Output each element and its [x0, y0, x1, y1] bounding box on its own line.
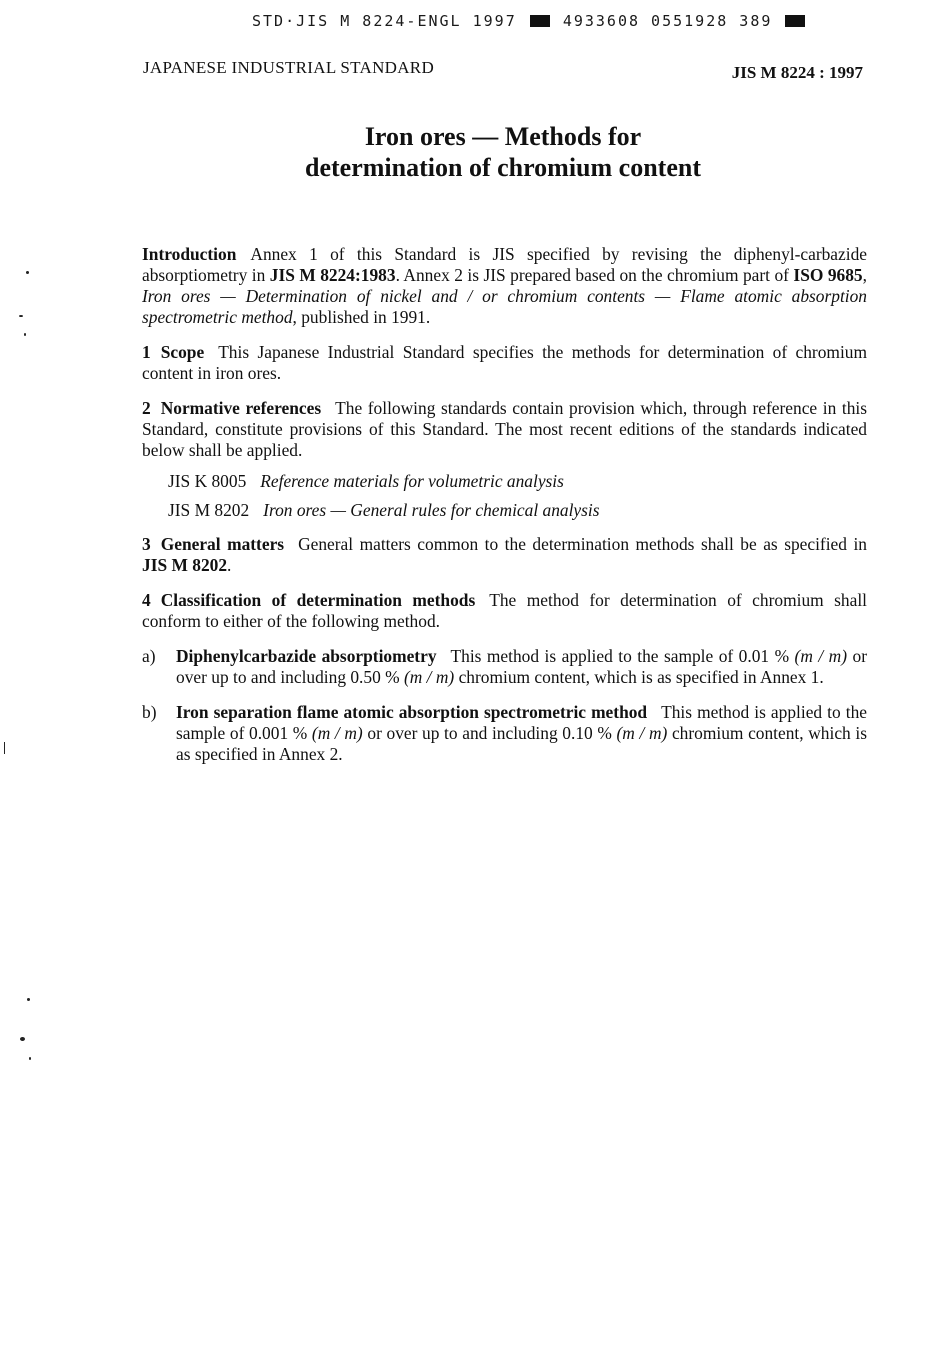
general-heading: General matters [160, 534, 285, 554]
scan-speck [29, 1057, 31, 1060]
classification-section [142, 590, 867, 632]
item-label: b) [142, 702, 157, 722]
reference-title: Reference materials for volumetric analysis [260, 471, 564, 491]
iso-title: Iron ores — Determination of nickel and / or chromium contents — Flame atomic absorption spectrometric method [142, 286, 867, 327]
scan-speck [26, 271, 29, 274]
title-line-2: determination of chromium content [305, 153, 701, 182]
unit-mm: (m / m) [794, 646, 848, 666]
normative-number: 2 [142, 398, 151, 418]
classification-item-b [142, 702, 867, 765]
header-standard-label: JAPANESE INDUSTRIAL STANDARD [143, 58, 435, 77]
item-heading: Diphenylcarbazide absorptiometry [176, 646, 437, 666]
title-line-1: Iron ores — Methods for [364, 122, 642, 151]
item-text: This method is applied to the sample of 0.01 % [450, 646, 790, 666]
unit-mm: (m / m) [403, 667, 455, 687]
page-title [0, 121, 950, 183]
item-text: or over up to and including 0.10 % [367, 723, 612, 743]
general-matters-section [142, 534, 867, 576]
reference-jis-m-8224-1983: JIS M 8224:1983 [269, 265, 396, 285]
introduction-heading: Introduction [142, 244, 237, 264]
scan-speck [24, 333, 26, 336]
reference-list [168, 471, 867, 521]
reference-code: JIS K 8005 [168, 471, 247, 491]
normative-heading: Normative references [160, 398, 322, 418]
introduction-text-4: , published in 1991. [292, 307, 431, 327]
stamp-bar-2 [785, 15, 805, 27]
introduction-text: Annex 1 of this Standard is JIS specified by revising the diphenyl-carbazide absorptiometry in [142, 244, 867, 285]
normative-references-section [142, 398, 867, 461]
stamp-bar-1 [530, 15, 550, 27]
item-heading: Iron separation flame atomic absorption spectrometric method [176, 702, 648, 722]
introduction-text-2: . Annex 2 is JIS prepared based on the chromium part of [395, 265, 789, 285]
scope-section [142, 342, 867, 384]
classification-number: 4 [142, 590, 151, 610]
scan-speck [19, 315, 23, 317]
header-standard-number: JIS M 8224 : 1997 [731, 63, 863, 82]
classification-heading: Classification of determination methods [160, 590, 476, 610]
general-end: . [227, 555, 232, 575]
item-label: a) [142, 646, 156, 666]
item-text: chromium content, which is as specified in Annex 2. [176, 723, 867, 764]
unit-mm: (m / m) [311, 723, 363, 743]
reference-item [168, 500, 867, 521]
document-body [142, 244, 867, 779]
reference-code: JIS M 8202 [168, 500, 250, 520]
stamp-left-text: STD·JIS M 8224-ENGL 1997 [252, 12, 517, 30]
scope-heading: Scope [160, 342, 205, 362]
scope-text: This Japanese Industrial Standard specifies the methods for determination of chromium content in iron ores. [142, 342, 867, 383]
general-text: General matters common to the determination methods shall be as specified in [298, 534, 867, 554]
classification-item-a [142, 646, 867, 688]
reference-iso-9685: ISO 9685 [793, 265, 863, 285]
item-body [176, 646, 867, 688]
item-text: This method is applied to the sample of 0.001 % [176, 702, 867, 743]
classification-text: The method for determination of chromium shall conform to either of the following method. [142, 590, 867, 631]
introduction-text-3: , [862, 265, 867, 285]
scan-speck [4, 742, 5, 754]
scan-speck [20, 1037, 25, 1041]
introduction-paragraph [142, 244, 867, 328]
item-text: chromium content, which is as specified in Annex 1. [458, 667, 824, 687]
unit-mm: (m / m) [616, 723, 668, 743]
item-body [176, 702, 867, 765]
document-stamp [252, 12, 852, 30]
reference-jis-m-8202: JIS M 8202 [142, 555, 228, 575]
reference-title: Iron ores — General rules for chemical analysis [263, 500, 600, 520]
scope-number: 1 [142, 342, 151, 362]
item-text: or over up to and including 0.50 % [176, 646, 868, 687]
reference-item [168, 471, 867, 492]
general-number: 3 [142, 534, 151, 554]
normative-text: The following standards contain provision which, through reference in this Standard, constitute provisions of this Standard. The most recent editions of the standards indicated below shall be applied. [142, 398, 867, 460]
scan-speck [27, 998, 30, 1001]
stamp-middle-text: 4933608 0551928 389 [562, 12, 773, 30]
